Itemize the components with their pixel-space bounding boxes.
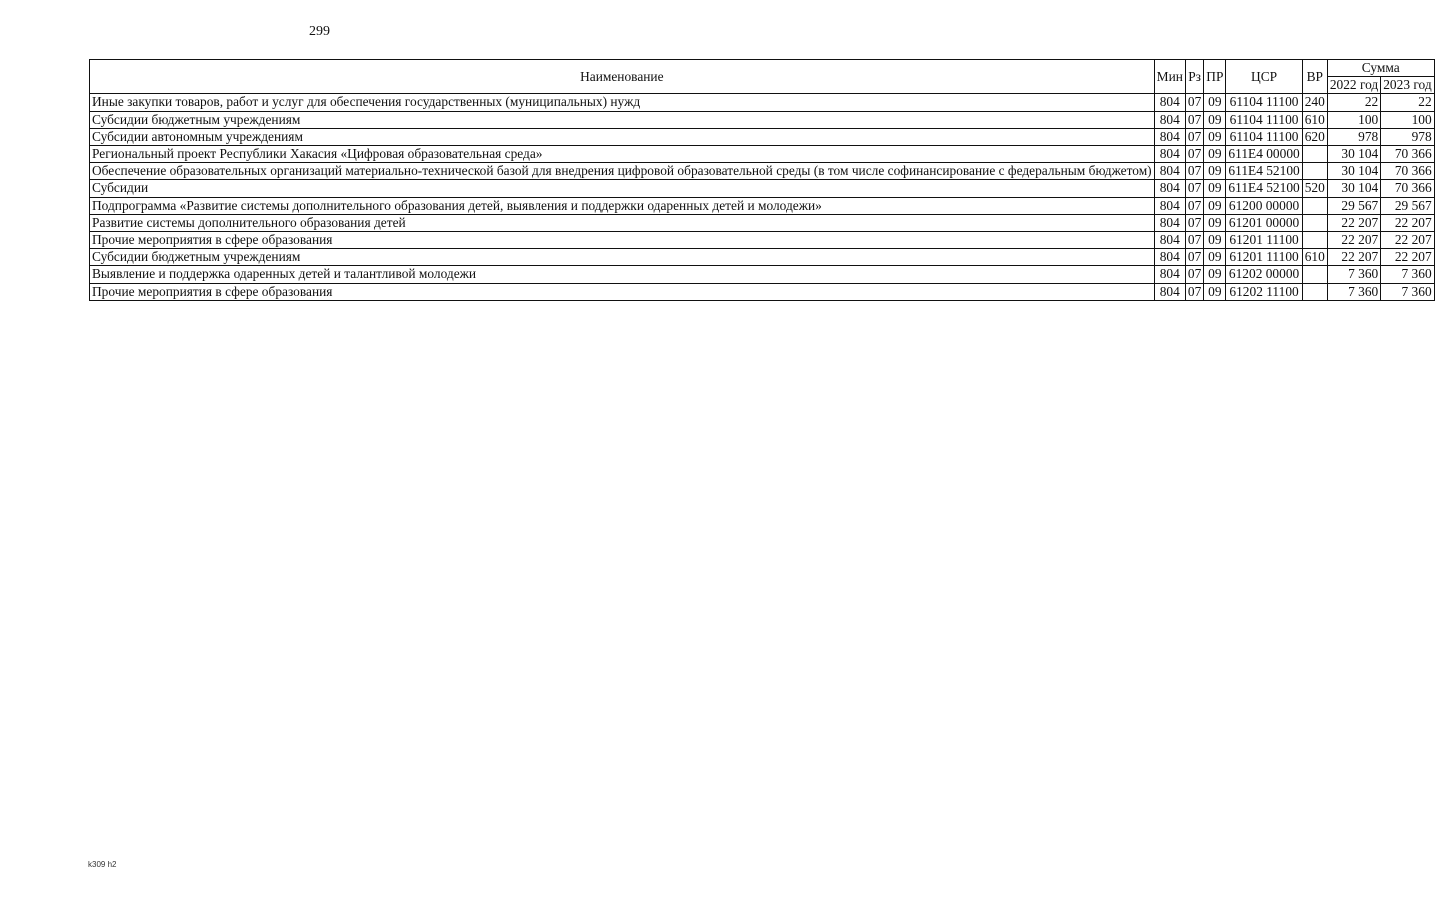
row-min: 804	[1154, 163, 1185, 180]
row-rz: 07	[1185, 232, 1203, 249]
row-pr: 09	[1204, 197, 1226, 214]
row-name: Подпрограмма «Развитие системы дополнительного образования детей, выявления и поддержки одаренных детей и молодежи»	[90, 197, 1155, 214]
row-name: Иные закупки товаров, работ и услуг для обеспечения государственных (муниципальных) нужд	[90, 94, 1155, 111]
row-sum-2022: 22	[1327, 94, 1380, 111]
row-sum-2022: 22 207	[1327, 249, 1380, 266]
row-sum-2022: 29 567	[1327, 197, 1380, 214]
row-min: 804	[1154, 249, 1185, 266]
row-pr: 09	[1204, 214, 1226, 231]
row-sum-2022: 978	[1327, 128, 1380, 145]
row-name: Развитие системы дополнительного образования детей	[90, 214, 1155, 231]
row-name: Субсидии	[90, 180, 1155, 197]
table-row	[90, 283, 1435, 300]
table-row	[90, 249, 1435, 266]
row-vr: 240	[1302, 94, 1327, 111]
row-rz: 07	[1185, 180, 1203, 197]
row-vr: 520	[1302, 180, 1327, 197]
row-pr: 09	[1204, 111, 1226, 128]
row-name: Региональный проект Республики Хакасия «Цифровая образовательная среда»	[90, 146, 1155, 163]
row-pr: 09	[1204, 266, 1226, 283]
row-sum-2023: 22 207	[1381, 214, 1434, 231]
row-name: Обеспечение образовательных организаций материально-технической базой для внедрения цифровой образовательной среды (в том числе софинансирование с федеральным бюджетом)	[90, 163, 1155, 180]
row-csr: 61200 00000	[1226, 197, 1302, 214]
row-csr: 611Е4 00000	[1226, 146, 1302, 163]
row-csr: 61104 11100	[1226, 128, 1302, 145]
row-csr: 61202 11100	[1226, 283, 1302, 300]
row-sum-2023: 978	[1381, 128, 1434, 145]
row-csr: 61201 11100	[1226, 232, 1302, 249]
row-min: 804	[1154, 197, 1185, 214]
row-pr: 09	[1204, 146, 1226, 163]
row-vr	[1302, 163, 1327, 180]
table-row	[90, 266, 1435, 283]
header-vr: ВР	[1302, 60, 1327, 94]
row-min: 804	[1154, 180, 1185, 197]
row-rz: 07	[1185, 283, 1203, 300]
row-pr: 09	[1204, 249, 1226, 266]
budget-table	[89, 59, 1435, 301]
row-min: 804	[1154, 94, 1185, 111]
row-rz: 07	[1185, 111, 1203, 128]
row-min: 804	[1154, 128, 1185, 145]
row-name: Прочие мероприятия в сфере образования	[90, 232, 1155, 249]
row-csr: 61201 11100	[1226, 249, 1302, 266]
row-min: 804	[1154, 283, 1185, 300]
table-row	[90, 163, 1435, 180]
row-min: 804	[1154, 111, 1185, 128]
row-sum-2023: 22 207	[1381, 232, 1434, 249]
row-vr	[1302, 197, 1327, 214]
row-min: 804	[1154, 266, 1185, 283]
row-vr	[1302, 283, 1327, 300]
row-name: Субсидии бюджетным учреждениям	[90, 249, 1155, 266]
row-sum-2023: 70 366	[1381, 146, 1434, 163]
row-sum-2023: 100	[1381, 111, 1434, 128]
row-sum-2023: 70 366	[1381, 180, 1434, 197]
row-csr: 61104 11100	[1226, 94, 1302, 111]
row-vr: 610	[1302, 111, 1327, 128]
row-sum-2022: 30 104	[1327, 163, 1380, 180]
table-row	[90, 214, 1435, 231]
row-pr: 09	[1204, 128, 1226, 145]
table-row	[90, 180, 1435, 197]
header-sum: Сумма	[1327, 60, 1434, 77]
row-pr: 09	[1204, 180, 1226, 197]
row-rz: 07	[1185, 266, 1203, 283]
table-body	[90, 94, 1435, 300]
row-sum-2022: 22 207	[1327, 232, 1380, 249]
header-min: Мин	[1154, 60, 1185, 94]
row-min: 804	[1154, 214, 1185, 231]
header-csr: ЦСР	[1226, 60, 1302, 94]
row-rz: 07	[1185, 163, 1203, 180]
row-rz: 07	[1185, 249, 1203, 266]
row-sum-2022: 7 360	[1327, 283, 1380, 300]
row-pr: 09	[1204, 163, 1226, 180]
row-vr: 620	[1302, 128, 1327, 145]
row-name: Выявление и поддержка одаренных детей и талантливой молодежи	[90, 266, 1155, 283]
row-vr	[1302, 214, 1327, 231]
row-sum-2023: 7 360	[1381, 266, 1434, 283]
row-name: Субсидии автономным учреждениям	[90, 128, 1155, 145]
row-name: Прочие мероприятия в сфере образования	[90, 283, 1155, 300]
header-pr: ПР	[1204, 60, 1226, 94]
table-header	[90, 60, 1435, 94]
row-pr: 09	[1204, 283, 1226, 300]
row-sum-2022: 100	[1327, 111, 1380, 128]
row-sum-2023: 29 567	[1381, 197, 1434, 214]
row-vr	[1302, 146, 1327, 163]
row-csr: 611Е4 52100	[1226, 180, 1302, 197]
table-row	[90, 94, 1435, 111]
table-row	[90, 146, 1435, 163]
table-row	[90, 197, 1435, 214]
header-year-2023: 2023 год	[1381, 77, 1434, 94]
row-csr: 61201 00000	[1226, 214, 1302, 231]
row-sum-2023: 7 360	[1381, 283, 1434, 300]
header-year-2022: 2022 год	[1327, 77, 1380, 94]
row-rz: 07	[1185, 94, 1203, 111]
row-vr: 610	[1302, 249, 1327, 266]
row-rz: 07	[1185, 146, 1203, 163]
row-sum-2022: 22 207	[1327, 214, 1380, 231]
row-vr	[1302, 232, 1327, 249]
row-name: Субсидии бюджетным учреждениям	[90, 111, 1155, 128]
row-sum-2023: 70 366	[1381, 163, 1434, 180]
row-rz: 07	[1185, 197, 1203, 214]
row-pr: 09	[1204, 94, 1226, 111]
row-sum-2022: 7 360	[1327, 266, 1380, 283]
row-rz: 07	[1185, 128, 1203, 145]
row-csr: 611Е4 52100	[1226, 163, 1302, 180]
header-rz: Рз	[1185, 60, 1203, 94]
footer-code: k309 h2	[88, 860, 117, 869]
row-pr: 09	[1204, 232, 1226, 249]
row-vr	[1302, 266, 1327, 283]
table-row	[90, 232, 1435, 249]
row-min: 804	[1154, 232, 1185, 249]
header-name: Наименование	[90, 60, 1155, 94]
row-sum-2023: 22	[1381, 94, 1434, 111]
row-min: 804	[1154, 146, 1185, 163]
row-rz: 07	[1185, 214, 1203, 231]
row-csr: 61202 00000	[1226, 266, 1302, 283]
table-row	[90, 111, 1435, 128]
row-csr: 61104 11100	[1226, 111, 1302, 128]
row-sum-2022: 30 104	[1327, 146, 1380, 163]
row-sum-2022: 30 104	[1327, 180, 1380, 197]
page-number: 299	[309, 24, 330, 39]
table-row	[90, 128, 1435, 145]
row-sum-2023: 22 207	[1381, 249, 1434, 266]
